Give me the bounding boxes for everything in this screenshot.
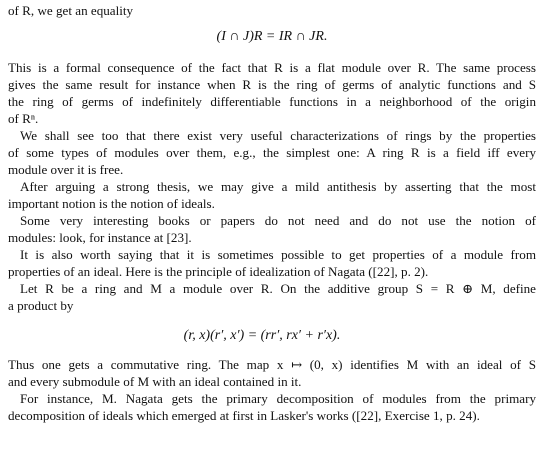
text-line: decomposition of ideals which emerged at first in Lasker's works ([22], Exercise 1, p. 24).	[8, 408, 480, 423]
text-line: For instance, M. Nagata gets the primary decomposition of modules from the primary	[20, 391, 536, 406]
text-line: properties of an ideal. Here is the principle of idealization of Nagata ([22], p. 2).	[8, 264, 429, 279]
text-line: Thus one gets a commutative ring. The map x ↦ (0, x) identifies M with an ideal of S	[8, 357, 536, 372]
text-line: After arguing a strong thesis, we may give a mild antithesis by asserting that the most	[20, 179, 536, 194]
text-line: gives the same result for instance when R is the ring of germs of analytic functions and S	[8, 77, 536, 92]
text-line: We shall see too that there exist very useful characterizations of rings by the properties	[20, 128, 536, 143]
text-line: the ring of germs of indefinitely differentiable functions in a neighborhood of the origin	[8, 94, 536, 109]
page-text	[8, 2, 536, 424]
equation-intersection: (I ∩ J)R = IR ∩ JR.	[216, 29, 328, 44]
text-line: of R, we get an equality	[8, 3, 134, 18]
text-line: modules: look, for instance at [23].	[8, 230, 192, 245]
text-line: This is a formal consequence of the fact that R is a flat module over R. The same process	[8, 60, 536, 75]
text-line: important notion is the notion of ideals.	[8, 196, 215, 211]
text-line: of some types of modules over them, e.g., the simplest one: A ring R is a field iff every	[8, 145, 536, 160]
text-line: Some very interesting books or papers do not need and do not use the notion of	[20, 213, 536, 228]
text-line: module over it is free.	[8, 162, 124, 177]
text-line: Let R be a ring and M a module over R. On the additive group S = R ⊕ M, define	[20, 281, 536, 296]
text-line: of Rⁿ.	[8, 111, 39, 126]
equation-product: (r, x)(r′, x′) = (rr′, rx′ + r′x).	[183, 328, 341, 343]
text-line: It is also worth saying that it is sometimes possible to get properties of a module from	[20, 247, 536, 262]
text-line: a product by	[8, 298, 74, 313]
text-line: and every submodule of M with an ideal contained in it.	[8, 374, 302, 389]
